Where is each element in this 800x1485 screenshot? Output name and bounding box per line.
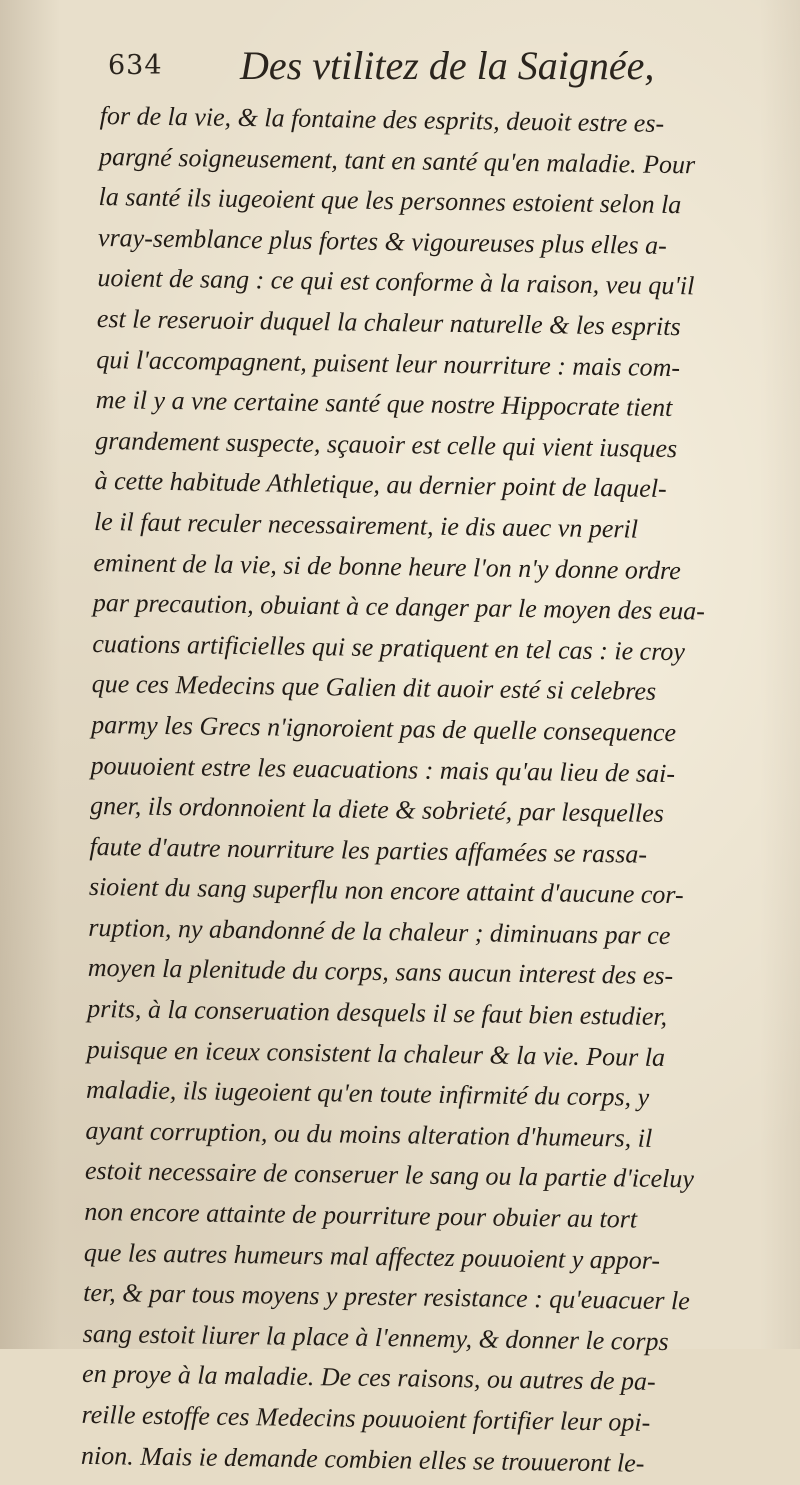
text-line: que ces Medecins que Galien dit auoir esté si celebres xyxy=(91,669,657,707)
text-line: est le reseruoir duquel la chaleur naturelle & les esprits xyxy=(96,303,681,342)
text-line: par precaution, obuiant à ce danger par le moyen des eua- xyxy=(92,588,706,626)
page-number: 634 xyxy=(108,50,163,81)
text-line: qui l'accompagnent, puisent leur nourriture : mais com- xyxy=(96,344,681,382)
text-line: ter, & par tous moyens y prester resistance : qu'euacuer le xyxy=(83,1278,691,1316)
text-line: en proye à la maladie. De ces raisons, ou autres de pa- xyxy=(81,1359,656,1397)
text-line: ayant corruption, ou du moins alteration d'humeurs, il xyxy=(85,1115,653,1153)
text-line: ruption, ny abandonné de la chaleur ; diminuans par ce xyxy=(88,912,671,950)
text-line: uoient de sang : ce qui est conforme à la raison, veu qu'il xyxy=(97,263,695,301)
text-line: estoit necessaire de conseruer le sang ou la partie d'iceluy xyxy=(84,1156,695,1194)
text-line: eminent de la vie, si de bonne heure l'on n'y donne ordre xyxy=(93,547,681,585)
text-line: me il y a vne certaine santé que nostre Hippocrate tient xyxy=(95,385,673,423)
text-line: non encore attainte de pourriture pour obuier au tort xyxy=(84,1196,638,1234)
text-line: maladie, ils iugeoient qu'en toute infirmité du corps, y xyxy=(85,1075,650,1113)
text-line: for de la vie, & la fontaine des esprits, deuoit estre es- xyxy=(99,100,665,138)
text-line: gner, ils ordonnoient la diete & sobrieté, par lesquelles xyxy=(89,791,665,829)
text-line: pouuoient estre les euacuations : mais qu'au lieu de sai- xyxy=(90,750,676,788)
text-line: faute d'autre nourriture les parties affamées se rassa- xyxy=(89,831,648,869)
text-line: sioient du sang superflu non encore attaint d'aucune cor- xyxy=(88,872,684,910)
text-line: la santé ils iugeoient que les personnes estoient selon la xyxy=(98,182,682,220)
text-line: puisque en iceux consistent la chaleur & la vie. Pour la xyxy=(86,1034,666,1072)
running-title: Des vtilitez de la Saignée, xyxy=(240,43,655,88)
text-line: pargné soigneusement, tant en santé qu'en maladie. Pour xyxy=(98,141,696,179)
text-line: vray-semblance plus fortes & vigoureuses plus elles a- xyxy=(97,222,667,260)
text-line: cuations artificielles qui se pratiquent en tel cas : ie croy xyxy=(92,628,686,666)
text-line: que les autres humeurs mal affectez pouuoient y appor- xyxy=(83,1237,661,1275)
text-line: prits, à la conseruation desquels il se faut bien estudier, xyxy=(87,993,668,1032)
text-line: à cette habitude Athletique, au dernier point de laquel- xyxy=(94,466,667,504)
text-line: moyen la plenitude du corps, sans aucun interest des es- xyxy=(87,953,674,991)
text-line: sang estoit liurer la place à l'ennemy, & donner le corps xyxy=(82,1318,669,1356)
text-line: nion. Mais ie demande combien elles se trouueront le- xyxy=(80,1440,645,1478)
text-line: parmy les Grecs n'ignoroient pas de quelle consequence xyxy=(91,709,677,748)
body-text xyxy=(81,96,770,1485)
text-line: le il faut reculer necessairement, ie dis auec vn peril xyxy=(93,506,639,544)
text-line: grandement suspecte, sçauoir est celle qui vient iusques xyxy=(94,425,678,463)
text-line: reille estoffe ces Medecins pouuoient fortifier leur opi- xyxy=(81,1399,651,1437)
page-header xyxy=(92,40,752,94)
